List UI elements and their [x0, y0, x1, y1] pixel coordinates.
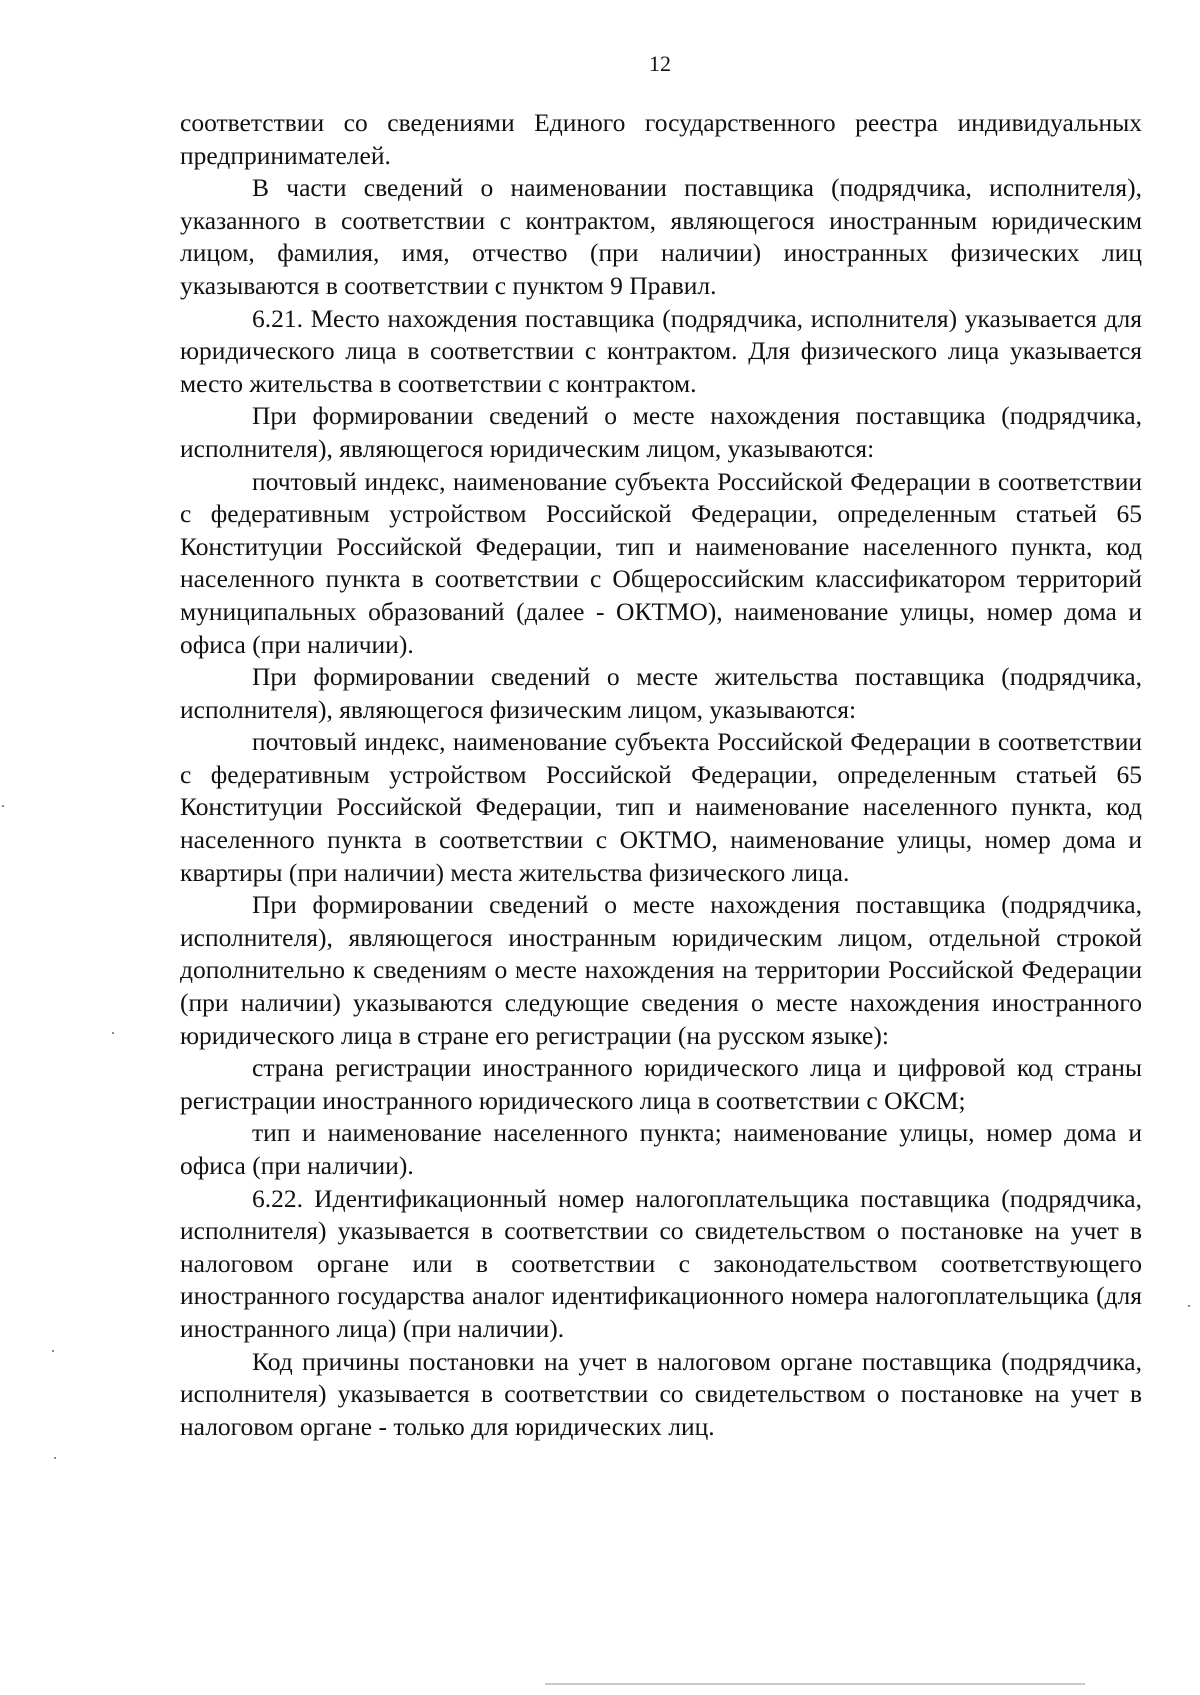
scan-speck	[2, 805, 4, 807]
paragraph: При формировании сведений о месте нахождения поставщика (подрядчика, исполнителя), являющегося юридическим лицом, указываются:	[180, 401, 1142, 463]
paragraph: соответствии со сведениями Единого государственного реестра индивидуальных предпринимателей.	[180, 108, 1142, 170]
paragraph: почтовый индекс, наименование субъекта Российской Федерации в соответствии с федеративным устройством Российской Федерации, определенным статьей 65 Конституции Российской Федерации, тип и наименование населенного пункта, код населенного пункта в соответствии с ОКТМО, наименование улицы, номер дома и квартиры (при наличии) места жительства физического лица.	[180, 727, 1142, 887]
paragraph: 6.22. Идентификационный номер налогоплательщика поставщика (подрядчика, исполнителя) указывается в соответствии со свидетельством о постановке на учет в налоговом органе или в соответствии с законодательством соответствующего иностранного государства аналог идентификационного номера налогоплательщика (для иностранного лица) (при наличии).	[180, 1183, 1142, 1343]
scan-speck	[54, 1457, 56, 1459]
paragraph: В части сведений о наименовании поставщика (подрядчика, исполнителя), указанного в соответствии с контрактом, являющегося иностранным юридическим лицом, фамилия, имя, отчество (при наличии) иностранных физических лиц указываются в соответствии с пунктом 9 Правил.	[180, 173, 1142, 300]
paragraph: страна регистрации иностранного юридического лица и цифровой код страны регистрации иностранного юридического лица в соответствии с ОКСМ;	[180, 1053, 1142, 1115]
scan-edge-line	[545, 1683, 1085, 1685]
scan-speck	[1188, 1305, 1190, 1307]
paragraph: тип и наименование населенного пункта; наименование улицы, номер дома и офиса (при наличии).	[180, 1118, 1142, 1180]
scan-speck	[52, 1350, 54, 1352]
paragraph: Код причины постановки на учет в налоговом органе поставщика (подрядчика, исполнителя) указывается в соответствии со свидетельством о постановке на учет в налоговом органе - только для юридических лиц.	[180, 1346, 1142, 1441]
paragraph: При формировании сведений о месте нахождения поставщика (подрядчика, исполнителя), являющегося иностранным юридическим лицом, отдельной строкой дополнительно к сведениям о месте нахождения на территории Российской Федерации (при наличии) указываются следующие сведения о месте нахождения иностранного юридического лица в стране его регистрации (на русском языке):	[180, 890, 1142, 1050]
paragraph: 6.21. Место нахождения поставщика (подрядчика, исполнителя) указывается для юридического лица в соответствии с контрактом. Для физического лица указывается место жительства в соответствии с контрактом.	[180, 303, 1142, 398]
document-body	[180, 107, 1142, 1443]
scan-speck	[112, 1032, 114, 1034]
page-number: 12	[649, 51, 671, 76]
paragraph: При формировании сведений о месте жительства поставщика (подрядчика, исполнителя), являющегося физическим лицом, указываются:	[180, 662, 1142, 724]
paragraph: почтовый индекс, наименование субъекта Российской Федерации в соответствии с федеративным устройством Российской Федерации, определенным статьей 65 Конституции Российской Федерации, тип и наименование населенного пункта, код населенного пункта в соответствии с Общероссийским классификатором территорий муниципальных образований (далее - ОКТМО), наименование улицы, номер дома и офиса (при наличии).	[180, 466, 1142, 659]
